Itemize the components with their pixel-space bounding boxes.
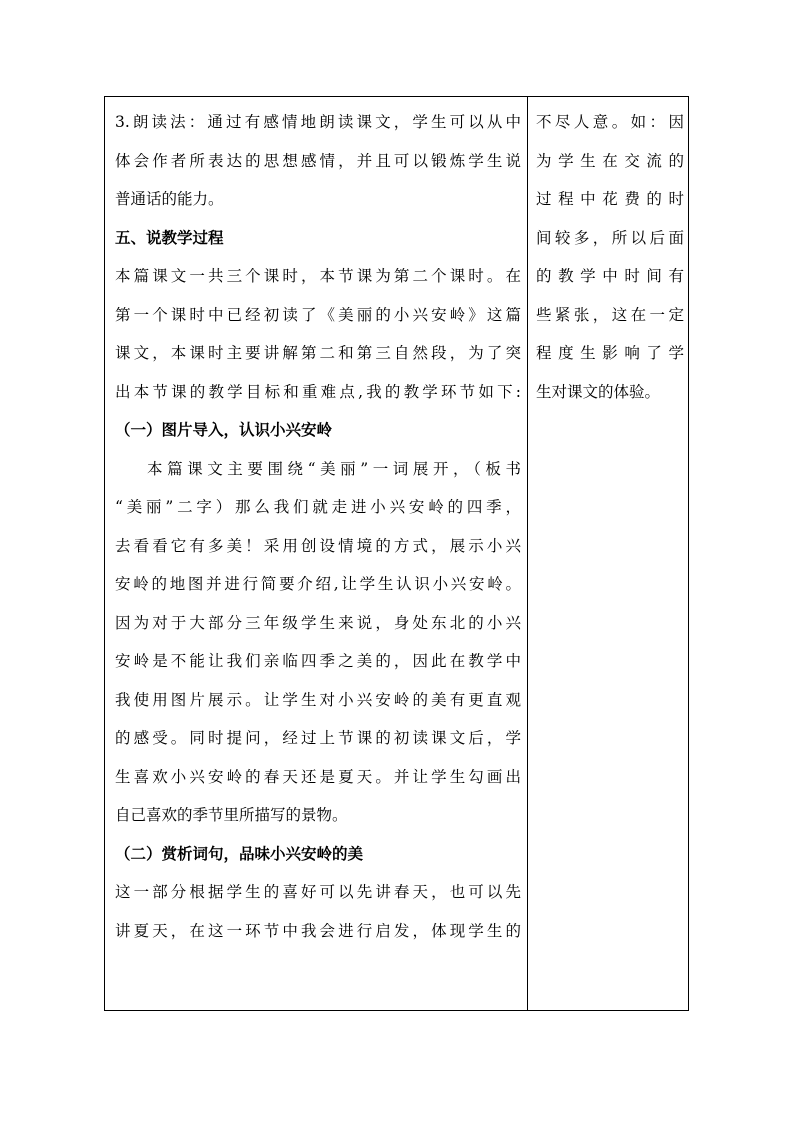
main-text-line: 本篇课文一共三个课时，本节课为第二个课时。在 [115, 267, 521, 285]
side-note-column [528, 97, 688, 1010]
main-text-line: 安岭是不能让我们亲临四季之美的，因此在教学中 [115, 652, 521, 670]
main-text-line: “美丽”二字）那么我们就走进小兴安岭的四季， [115, 498, 521, 516]
main-text-line: 出本节课的教学目标和重难点,我的教学环节如下: [115, 382, 521, 401]
main-heading: （一）图片导入，认识小兴安岭 [115, 421, 333, 439]
side-text-line: 程度生影响了学 [536, 344, 684, 362]
main-text-line: 安岭的地图并进行简要介绍,让学生认识小兴安岭。 [115, 575, 521, 593]
document-table [104, 96, 689, 1011]
main-text-line: 普通话的能力。 [115, 190, 224, 208]
side-text-line: 间较多，所以后面 [536, 228, 684, 247]
main-text-line: 因为对于大部分三年级学生来说，身处东北的小兴 [115, 613, 521, 632]
main-text-line: 讲夏天，在这一环节中我会进行启发，体现学生的 [115, 921, 521, 940]
main-heading: 五、说教学过程 [115, 228, 224, 247]
main-text-line: 自己喜欢的季节里所描写的景物。 [115, 806, 348, 824]
main-text-line: 本篇课文主要围绕“美丽”一词展开，（板书 [147, 459, 521, 478]
side-text-line: 为学生在交流的 [536, 151, 684, 170]
main-text-line: 这一部分根据学生的喜好可以先讲春天，也可以先 [115, 883, 521, 901]
main-text-line: 体会作者所表达的思想感情，并且可以锻炼学生说 [115, 151, 521, 170]
side-text-line: 不尽人意。如：因 [536, 113, 684, 131]
main-text-line: 生喜欢小兴安岭的春天还是夏天。并让学生勾画出 [115, 767, 521, 786]
side-text-line: 过程中花费的时 [536, 190, 684, 208]
main-heading: （二）赏析词句，品味小兴安岭的美 [115, 844, 364, 863]
main-text-line: 我使用图片展示。让学生对小兴安岭的美有更直观 [115, 690, 521, 709]
main-text-column [105, 97, 528, 1010]
side-text-line: 的教学中时间有 [536, 267, 684, 285]
main-text-line: 去看看它有多美！采用创设情境的方式，展示小兴 [115, 536, 521, 555]
main-text-line: 的感受。同时提问，经过上节课的初读课文后，学 [115, 729, 521, 747]
side-text-line: 些紧张，这在一定 [536, 305, 684, 324]
side-text-line: 生对课文的体验。 [536, 382, 661, 401]
main-text-line: 3.朗读法：通过有感情地朗读课文，学生可以从中 [115, 113, 521, 131]
main-text-line: 课文，本课时主要讲解第二和第三自然段，为了突 [115, 344, 521, 362]
main-text-line: 第一个课时中已经初读了《美丽的小兴安岭》这篇 [115, 305, 521, 324]
